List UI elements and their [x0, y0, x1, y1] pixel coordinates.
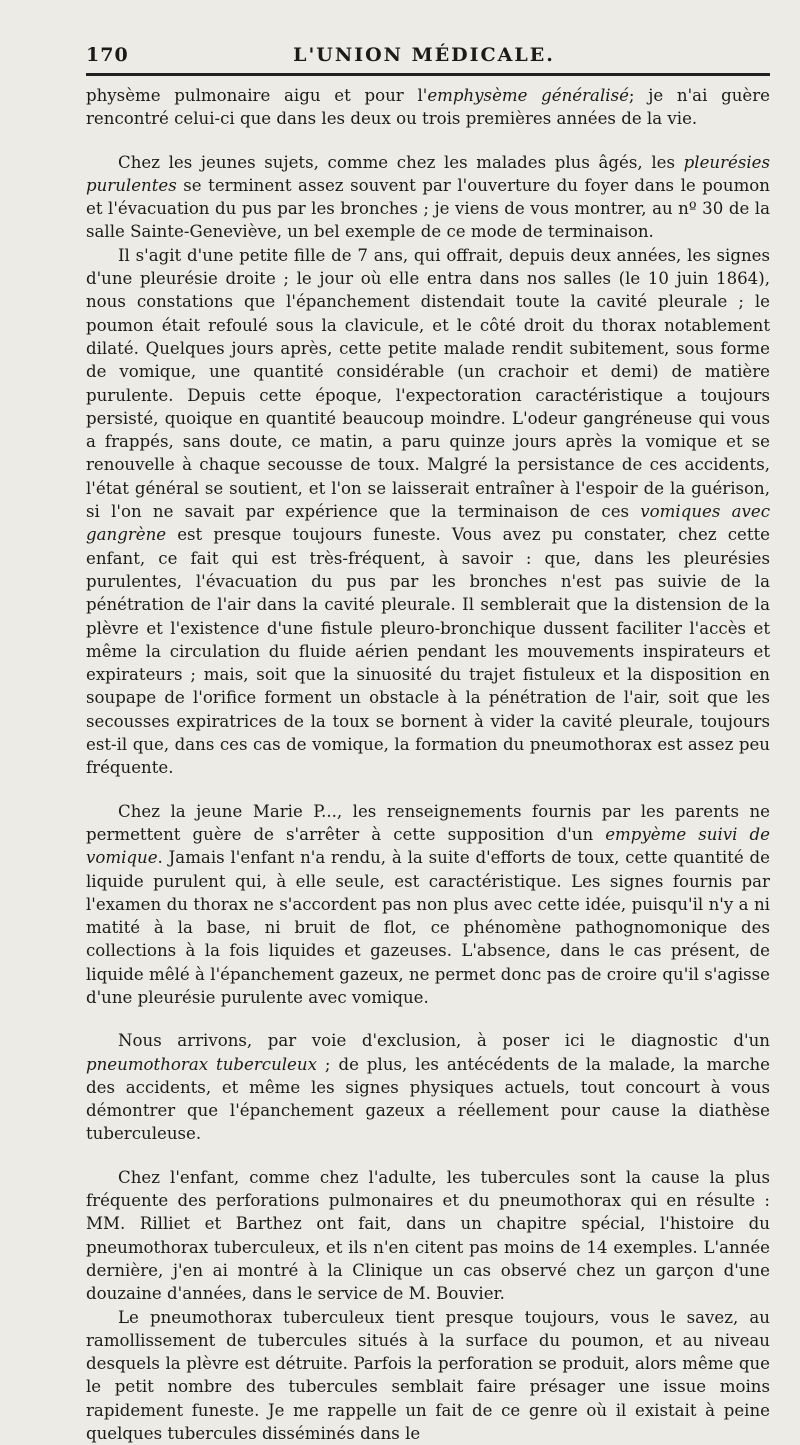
paragraph-1: physème pulmonaire aigu et pour l'emphysème généralisé; je n'ai guère rencontré celui-ci que dans les deux ou trois premières années de la vie. [86, 86, 770, 129]
italic-term: vomiques avec gangrène [86, 502, 770, 545]
italic-term: pneumothorax tuberculeux [86, 1054, 317, 1074]
paragraph-4: Chez la jeune Marie P..., les renseignements fournis par les parents ne permettent guère de s'arrêter à cette supposition d'un empyème suivi de vomique. Jamais l'enfant n'a rendu, à la suite d'efforts de toux, cette quantité de liquide purulent qui, à elle seule, est caractéristique. Les signes fournis par l'examen du thorax ne s'accordent pas non plus avec cette idée, puisqu'il n'y a ni matité à la base, ni bruit de flot, ce phénomène pathognomonique des collections à la fois liquides et gazeuses. L'absence, dans le cas présent, de liquide mêlé à l'épanchement gazeux, ne permet donc pas de croire qu'il s'agisse d'une pleurésie purulente avec vomique. [86, 801, 770, 1007]
body-text [86, 84, 770, 1445]
paragraph-3: Il s'agit d'une petite fille de 7 ans, qui offrait, depuis deux années, les signes d'une pleurésie droite ; le jour où elle entra dans nos salles (le 10 juin 1864), nous constations que l'épanchement distendait toute la cavité pleurale ; le poumon était refoulé sous la clavicule, et le côté droit du thorax notablement dilaté. Quelques jours après, cette petite malade rendit subitement, sous forme de vomique, une quantité considérable (un crachoir et demi) de matière purulente. Depuis cette époque, l'expectoration caractéristique a toujours persisté, quoique en quantité beaucoup moindre. L'odeur gangréneuse qui vous a frappés, sans doute, ce matin, a paru quinze jours après la vomique et se renouvelle à chaque secousse de toux. Malgré la persistance de ces accidents, l'état général se soutient, et l'on se laisserait entraîner à l'espoir de la guérison, si l'on ne savait par expérience que la terminaison de ces vomiques avec gangrène est presque toujours funeste. Vous avez pu constater, chez cette enfant, ce fait qui est très-fréquent, à savoir : que, dans les pleurésies purulentes, l'évacuation du pus par les bronches n'est pas suivie de la pénétration de l'air dans la cavité pleurale. Il semblerait que la distension de la plèvre et l'existence d'une fistule pleuro-bronchique dussent faciliter l'accès et même la circulation du fluide aérien pendant les mouvements inspirateurs et expirateurs ; mais, soit que la sinuosité du trajet fistuleux et la disposition en soupape de l'orifice forment un obstacle à la pénétration de l'air, soit que les secousses expiratrices de la toux se bornent à vider la cavité pleurale, toujours est-il que, dans ces cas de vomique, la formation du pneumothorax est assez peu fréquente. [86, 245, 770, 778]
paragraph-5: Nous arrivons, par voie d'exclusion, à poser ici le diagnostic d'un pneumothorax tuberculeux ; de plus, les antécédents de la malade, la marche des accidents, et même les signes physiques actuels, tout concourt à vous démontrer que l'épanchement gazeux a réellement pour cause la diathèse tuberculeuse. [86, 1031, 770, 1144]
paragraph-6: Chez l'enfant, comme chez l'adulte, les tubercules sont la cause la plus fréquente des perforations pulmonaires et du pneumothorax qui en résulte : MM. Rilliet et Barthez ont fait, dans un chapitre spécial, l'histoire du pneumothorax tuberculeux, et ils n'en citent pas moins de 14 exemples. L'année dernière, j'en ai montré à la Clinique un cas observé chez un garçon d'une douzaine d'années, dans le service de M. Bouvier. [86, 1167, 770, 1304]
running-title: L'UNION MÉDICALE. [293, 44, 555, 66]
italic-term: emphysème généralisé [427, 86, 629, 105]
paragraph-7: Le pneumothorax tuberculeux tient presque toujours, vous le savez, au ramollissement de tubercules situés à la surface du poumon, et au niveau desquels la plèvre est détruite. Parfois la perforation se produit, alors même que le petit nombre des tubercules semblait faire présager une issue moins rapidement funeste. Je me rappelle un fait de ce genre où il existait à peine quelques tubercules disséminés dans le [86, 1307, 770, 1444]
paragraph-2: Chez les jeunes sujets, comme chez les malades plus âgés, les pleurésies purulentes se terminent assez souvent par l'ouverture du foyer dans le poumon et l'évacuation du pus par les bronches ; je viens de vous montrer, au nº 30 de la salle Sainte-Geneviève, un bel exemple de ce mode de terminaison. [86, 152, 770, 242]
header-rule [86, 73, 770, 76]
page-number: 170 [86, 44, 129, 66]
italic-term: empyème suivi de vomique [86, 824, 770, 868]
page-header [86, 44, 762, 74]
italic-term: pleurésies purulentes [86, 152, 770, 195]
